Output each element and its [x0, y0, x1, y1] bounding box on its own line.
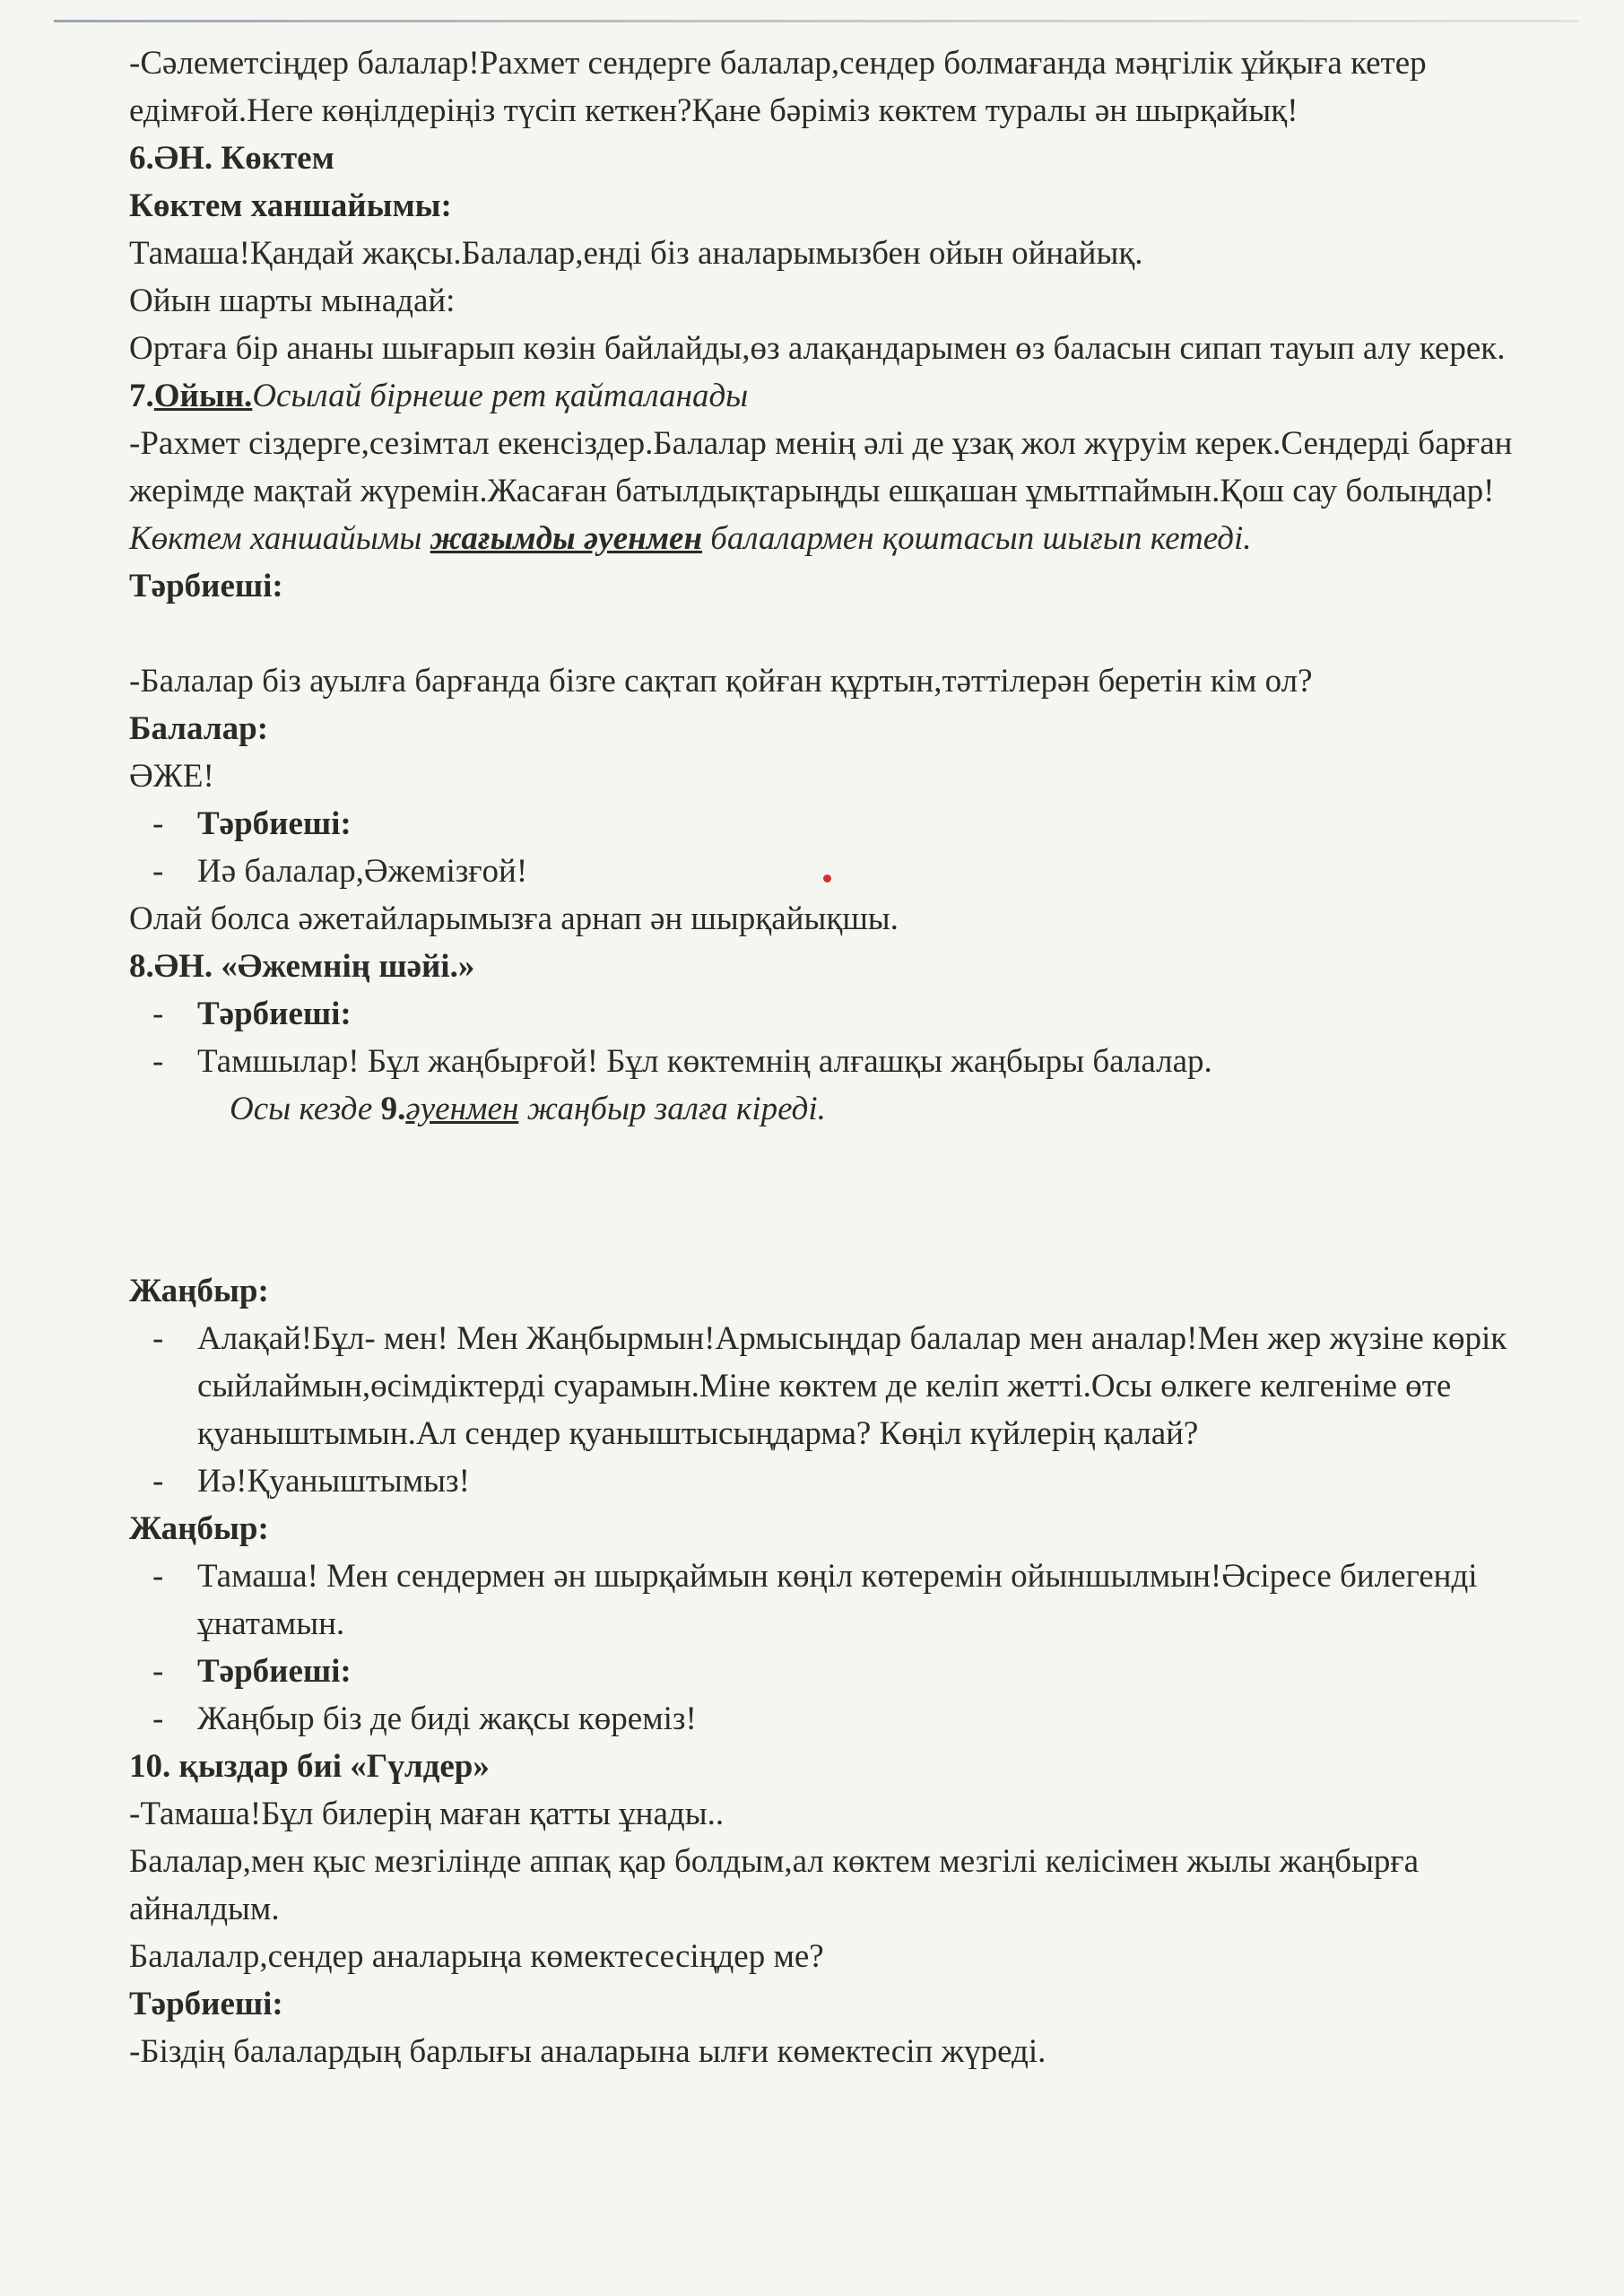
- heading-song-8: 8.ӘН. «Әжемнің шәйі.»: [129, 948, 475, 985]
- paragraph-liked-dances: -Тамаша!Бұл билерің маған қатты ұнады..: [129, 1796, 725, 1832]
- paragraph-greeting: -Сәлеметсіңдер балалар!Рахмет сендерге балалар,сендер болмағанда мәңгілік ұйқыға кетер едімғой.Неге көңілдеріңіз түсіп кеткен?Қане бәріміз көктем туралы ән шырқайық!: [129, 45, 1427, 129]
- line-we-love-dance: Жаңбыр біз де биді жақсы көреміз!: [197, 1700, 697, 1737]
- bullet-dash: -: [152, 1558, 164, 1595]
- paragraph-help-mothers: Балалалр,сендер аналарыңа көмектесесіңдер ме?: [129, 1938, 824, 1975]
- speaker-rain-1: Жаңбыр:: [129, 1273, 269, 1309]
- list-item: [129, 800, 1528, 848]
- paragraph-game-rules-title: Ойын шарты мынадай:: [129, 283, 456, 319]
- speaker-spring-queen: Көктем ханшайымы:: [129, 187, 452, 224]
- speaker-rain-2: Жаңбыр:: [129, 1510, 269, 1547]
- paragraph-children-help: -Біздің балалардың барлығы аналарына ылғи көмектесіп жүреді.: [129, 2033, 1046, 2070]
- list-item: [129, 1315, 1528, 1457]
- bullet-dash: -: [152, 1463, 164, 1500]
- line-raindrops: Тамшылар! Бұл жаңбырғой! Бұл көктемнің алғашқы жаңбыры балалар.: [197, 1043, 1212, 1080]
- paragraph-farewell: -Рахмет сіздерге,сезімтал екенсіздер.Балалар менің әлі де ұзақ жол жүруім керек.Сендерді барған жерімде мақтай жүремін.Жасаған батылдықтарыңды ешқашан ұмытпаймын.Қош сау болыңдар!: [129, 425, 1513, 509]
- list-item: [129, 1695, 1528, 1743]
- direction-number: 9.: [380, 1091, 406, 1127]
- list-item: [129, 1648, 1528, 1695]
- bullet-dash: -: [152, 1320, 164, 1357]
- heading-dance-10: 10. қыздар биі «Гүлдер»: [129, 1748, 490, 1785]
- bullet-dash: -: [152, 853, 164, 890]
- paragraph-sing-for-grandmas: Олай болса әжетайларымызға арнап ән шырқайықшы.: [129, 900, 899, 937]
- speaker-teacher-1: Тәрбиеші:: [129, 568, 283, 604]
- stage-direction-rain-enters: [129, 1085, 1528, 1133]
- blank-space: [129, 1133, 1528, 1267]
- speaker-children: Балалар:: [129, 710, 269, 747]
- direction-part-a: Осы кезде: [230, 1091, 381, 1127]
- heading-game-7: [129, 372, 1528, 420]
- list-item: [129, 1038, 1528, 1085]
- heading-song-6: 6.ӘН. Көктем: [129, 140, 334, 177]
- bullet-dash: -: [152, 1653, 164, 1690]
- paragraph-game-rules: Ортаға бір ананы шығарып көзін байлайды,өз алақандарымен өз баласын сипап тауып алу керек.: [129, 330, 1506, 367]
- paragraph-snow-to-rain: Балалар,мен қыс мезгілінде аппақ қар болдым,ал көктем мезгілі келісімен жылы жаңбырға айналдым.: [129, 1843, 1420, 1927]
- speaker-teacher-2: Тәрбиеші:: [197, 805, 352, 842]
- list-item: [129, 1552, 1528, 1648]
- stage-direction-exit: [129, 515, 1528, 562]
- scan-edge-line: [54, 20, 1578, 22]
- speaker-teacher-3: Тәрбиеші:: [197, 996, 352, 1032]
- list-item: [129, 1457, 1528, 1505]
- direction-music: әуенмен: [405, 1091, 519, 1127]
- speaker-teacher-5: Тәрбиеші:: [129, 1986, 283, 2022]
- bullet-dash: -: [152, 1700, 164, 1737]
- direction-part-d: жаңбыр залға кіреді.: [518, 1091, 826, 1127]
- document-body: [129, 39, 1528, 2075]
- paragraph-game-intro: Тамаша!Қандай жақсы.Балалар,енді біз аналарымызбен ойын ойнайық.: [129, 235, 1143, 272]
- bullet-dash: -: [152, 996, 164, 1032]
- line-rain-dance: Тамаша! Мен сендермен ән шырқаймын көңіл көтеремін ойыншылмын!Әсіресе билегенді ұнатамын.: [197, 1558, 1478, 1642]
- direction-music: жағымды әуенмен: [430, 520, 703, 557]
- list-item: [129, 990, 1528, 1038]
- line-yes-grandma: Иә балалар,Әжемізғой!: [197, 853, 528, 890]
- list-item: [129, 848, 1528, 895]
- bullet-dash: -: [152, 1043, 164, 1080]
- line-rain-greeting: Алақай!Бұл- мен! Мен Жаңбырмын!Армысыңдар балалар мен аналар!Мен жер жүзіне көрік сыйлаймын,өсімдіктерді суарамын.Міне көктем де келіп жетті.Осы өлкеге келгеніме өте қуаныштымын.Ал сендер қуаныштысыңдарма? Көңіл күйлерің қалай?: [197, 1320, 1507, 1452]
- game-number: 7.: [129, 378, 154, 414]
- direction-part-a: Көктем ханшайымы: [129, 520, 430, 557]
- bullet-dash: -: [152, 805, 164, 842]
- game-label: Ойын.: [153, 378, 253, 414]
- direction-part-c: балалармен қоштасып шығып кетеді.: [702, 520, 1252, 557]
- speaker-teacher-4: Тәрбиеші:: [197, 1653, 352, 1690]
- paragraph-answer-grandma: ӘЖЕ!: [129, 758, 214, 795]
- blank-line: [129, 610, 1528, 657]
- game-note: Осылай бірнеше рет қайталанады: [252, 378, 749, 414]
- paragraph-question-grandma: -Балалар біз ауылға барғанда бізге сақтап қойған құртын,тәттілерән беретін кім ол?: [129, 663, 1313, 700]
- line-happy: Иә!Қуаныштымыз!: [197, 1463, 470, 1500]
